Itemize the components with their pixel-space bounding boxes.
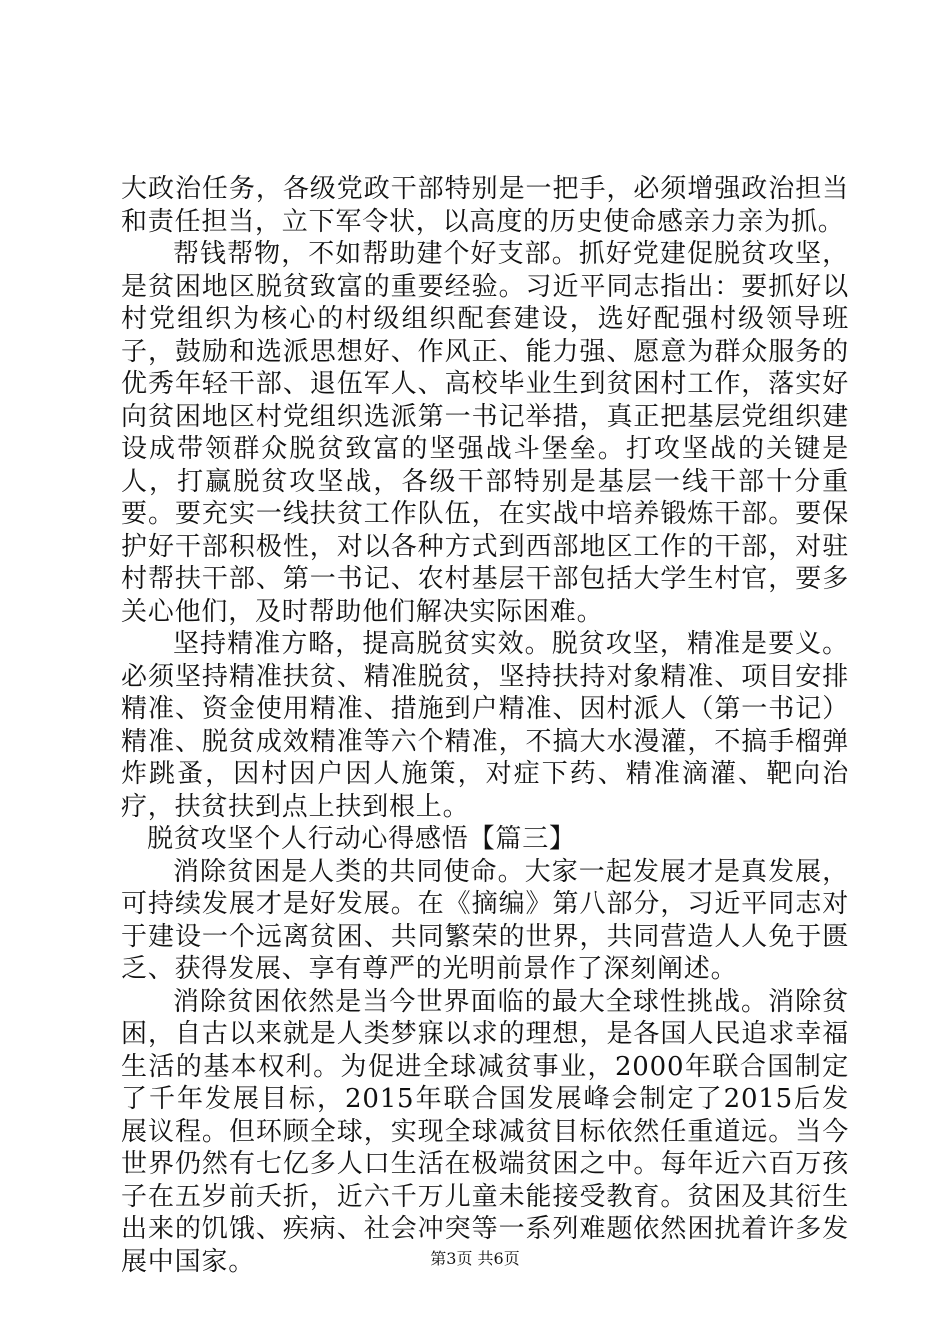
paragraph-global-challenge: 消除贫困依然是当今世界面临的最大全球性挑战。消除贫困，自古以来就是人类梦寐以求的理想，是各国人民追求幸福生活的基本权利。为促进全球减贫事业，2000年联合国制定了千年发展目标，2015年联合国发展峰会制定了2015后发展议程。但环顾全球，实现全球减贫目标依然任重道远。当今世界仍然有七亿多人口生活在极端贫困之中。每年近六百万孩子在五岁前夭折，近六千万儿童未能接受教育。贫困及其衍生出来的饥饿、疾病、社会冲突等一系列难题依然困扰着许多发展中国家。 [121, 986, 849, 1277]
document-body [121, 173, 849, 1278]
page-number-footer: 第3页 共6页 [430, 1249, 520, 1268]
section-heading: 脱贫攻坚个人行动心得感悟【篇三】 [147, 824, 576, 854]
paragraph-continuation: 大政治任务，各级党政干部特别是一把手，必须增强政治担当和责任担当，立下军令状，以高度的历史使命感亲力亲为抓。 [121, 174, 849, 237]
paragraph-common-mission: 消除贫困是人类的共同使命。大家一起发展才是真发展，可持续发展才是好发展。在《摘编》第八部分，习近平同志对于建设一个远离贫困、共同繁荣的世界，共同营造人人免于匮乏、获得发展、享有尊严的光明前景作了深刻阐述。 [121, 856, 849, 984]
paragraph-party-building: 帮钱帮物，不如帮助建个好支部。抓好党建促脱贫攻坚，是贫困地区脱贫致富的重要经验。习近平同志指出：要抓好以村党组织为核心的村级组织配套建设，选好配强村级领导班子，鼓励和选派思想好、作风正、能力强、愿意为群众服务的优秀年轻干部、退伍军人、高校毕业生到贫困村工作，落实好向贫困地区村党组织选派第一书记举措，真正把基层党组织建设成带领群众脱贫致富的坚强战斗堡垒。打攻坚战的关键是人，打赢脱贫攻坚战，各级干部特别是基层一线干部十分重要。要充实一线扶贫工作队伍，在实战中培养锻炼干部。要保护好干部积极性，对以各种方式到西部地区工作的干部，对驻村帮扶干部、第一书记、农村基层干部包括大学生村官，要多关心他们，及时帮助他们解决实际困难。 [121, 239, 849, 627]
paragraph-precision-strategy: 坚持精准方略，提高脱贫实效。脱贫攻坚，精准是要义。必须坚持精准扶贫、精准脱贫，坚持扶持对象精准、项目安排精准、资金使用精准、措施到户精准、因村派人（第一书记）精准、脱贫成效精准等六个精准，不搞大水漫灌，不搞手榴弹炸跳蚤，因村因户因人施策，对症下药、精准滴灌、靶向治疗，扶贫扶到点上扶到根上。 [121, 629, 849, 822]
